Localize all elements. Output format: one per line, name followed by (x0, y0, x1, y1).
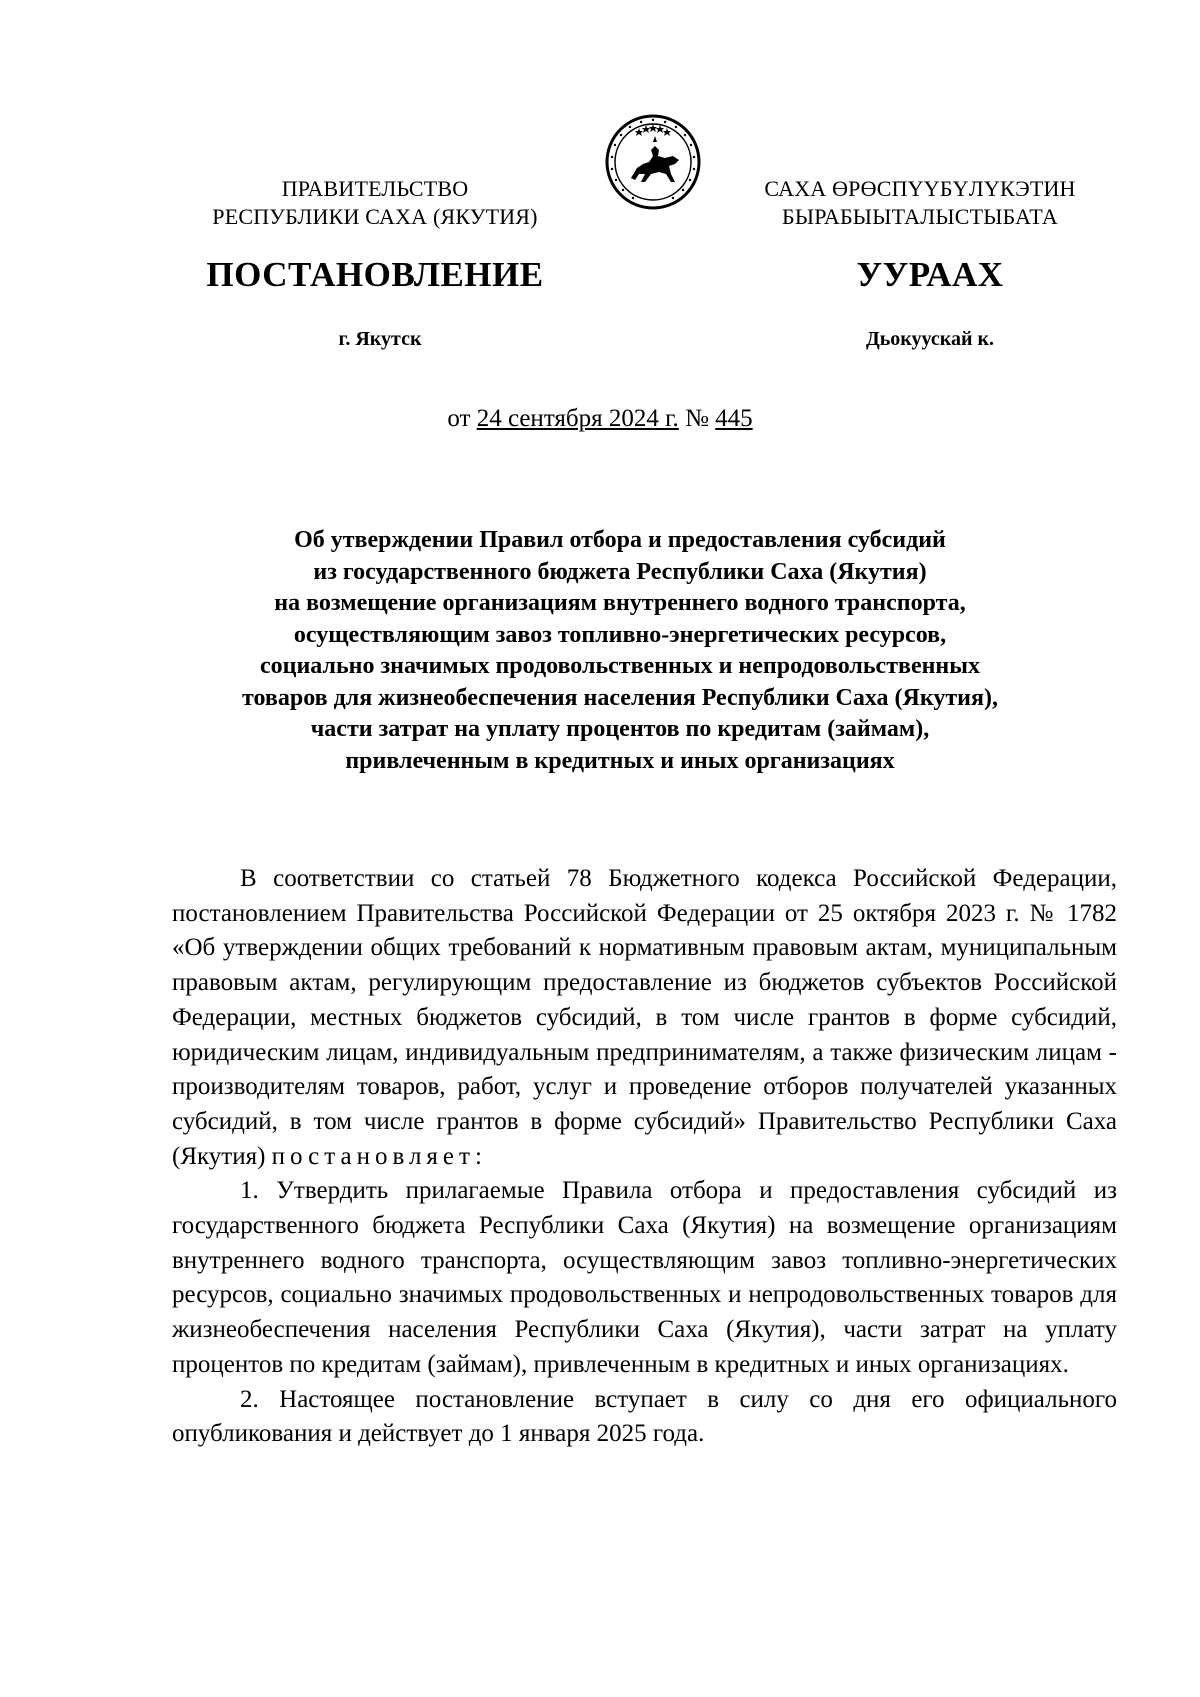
city-ru: г. Якутск (338, 328, 422, 350)
title-line: из государственного бюджета Республики Саха (Якутия) (313, 558, 927, 585)
item-2-paragraph: 2. Настоящее постановление вступает в силу со дня его официального опубликования и действует до 1 января 2025 года. (172, 1385, 1117, 1448)
preamble-text: В соответствии со статьей 78 Бюджетного кодекса Российской Федерации, постановлением Правительства Российской Федерации от 25 октября 2023 г. № 1782 «Об утверждении общих требований к нормативным правовым актам, муниципальным правовым актам, регулирующим предоставление из бюджетов субъектов Российской Федерации, местных бюджетов субсидий, в том числе грантов в форме субсидий, юридическим лицам, индивидуальным предпринимателям, а также физическим лицам - производителям товаров, работ, услуг и проведение отборов получателей указанных субсидий, в том числе грантов в форме субсидий» Правительство Республики Саха (Якутия) (172, 865, 1117, 1170)
government-name-ru (190, 175, 560, 231)
title-line: привлеченным в кредитных и иных организациях (345, 747, 895, 774)
document-number: 445 (715, 405, 753, 432)
doc-type-ru: ПОСТАНОВЛЕНИЕ (206, 255, 544, 294)
date-and-number (0, 405, 1200, 433)
decree-word: постановляет (271, 1142, 475, 1170)
coat-of-arms-icon (603, 112, 703, 212)
document-title (160, 525, 1080, 777)
document-body (172, 862, 1117, 1452)
title-line: Об утверждении Правил отбора и предоставления субсидий (294, 527, 946, 553)
title-line: части затрат на уплату процентов по кредитам (займам), (310, 716, 930, 742)
government-name-ru-line2: РЕСПУБЛИКИ САХА (ЯКУТИЯ) (212, 204, 538, 229)
document-date: 24 сентября 2024 г. (476, 405, 679, 432)
government-name-sah-line1: САХА ӨРӨСПҮҮБҮЛҮКЭТИН (764, 176, 1076, 201)
decree-colon: : (474, 1142, 482, 1170)
title-line: товаров для жизнеобеспечения населения Республики Саха (Якутия), (242, 684, 998, 711)
title-line: осуществляющим завоз топливно-энергетических ресурсов, (293, 621, 947, 648)
government-name-sah-line2: БЫРАБЫЫТАЛЫСТЫБАТА (782, 204, 1058, 229)
government-name-sah (740, 175, 1100, 231)
title-line: социально значимых продовольственных и непродовольственных (260, 653, 980, 679)
city-sah: Дьокуускай к. (865, 328, 995, 350)
preamble-paragraph (172, 862, 1117, 1174)
item-1-paragraph: 1. Утвердить прилагаемые Правила отбора и предоставления субсидий из государственного бюджета Республики Саха (Якутия) на возмещение организациям внутреннего водного транспорта, осуществляющим завоз топливно-энергетических ресурсов, социально значимых продовольственных и непродовольственных товаров для жизнеобеспечения населения Республики Саха (Якутия), части затрат на уплату процентов по кредитам (займам), привлеченным в кредитных и иных организациях. (172, 1177, 1117, 1378)
number-prefix: № (678, 405, 716, 432)
doc-type-sah: УУРААХ (856, 255, 1004, 294)
title-line: на возмещение организациям внутреннего водного транспорта, (274, 590, 966, 616)
government-name-ru-line1: ПРАВИТЕЛЬСТВО (281, 176, 469, 201)
date-prefix: от (447, 405, 477, 432)
